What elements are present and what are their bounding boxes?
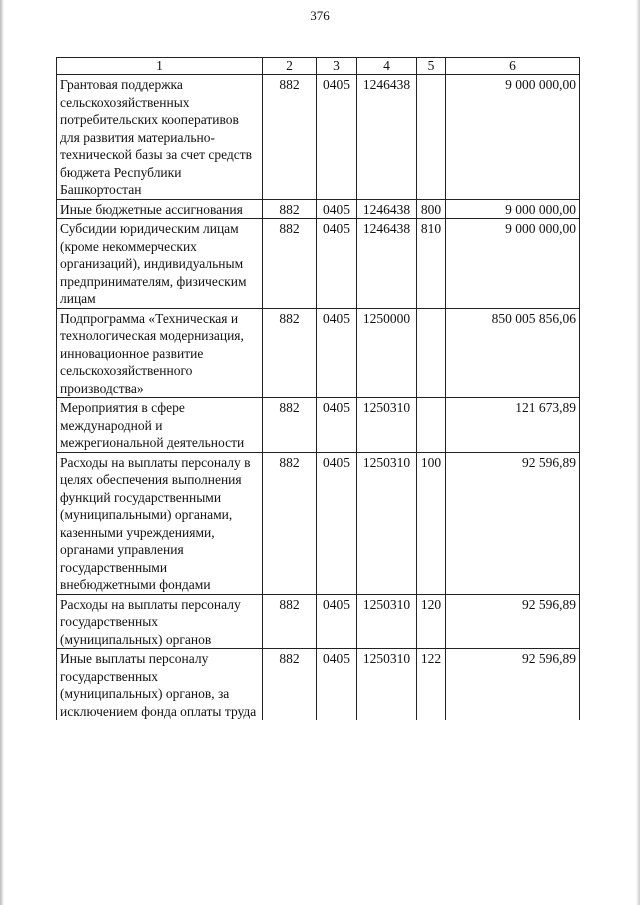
row-name: Иные выплаты персоналу государственных (муниципальных) органов, за исключением фонда оплаты труда xyxy=(57,649,263,721)
table-body xyxy=(57,75,580,721)
row-ministry-code: 882 xyxy=(263,452,317,594)
header-col-4: 4 xyxy=(357,58,417,75)
row-name: Субсидии юридическим лицам (кроме некоммерческих организаций), индивидуальным предпринимателям, физическим лицам xyxy=(57,219,263,309)
row-ministry-code: 882 xyxy=(263,398,317,453)
row-name: Мероприятия в сфере международной и межрегиональной деятельности xyxy=(57,398,263,453)
row-name: Подпрограмма «Техническая и технологическая модернизация, инновационное развитие сельскохозяйственного производства» xyxy=(57,308,263,398)
header-col-3: 3 xyxy=(317,58,357,75)
row-name: Грантовая поддержка сельскохозяйственных потребительских кооперативов для развития материально-технической базы за счет средств бюджета Республики Башкортостан xyxy=(57,75,263,200)
table-row xyxy=(57,199,580,219)
row-amount: 92 596,89 xyxy=(446,452,580,594)
row-section-code: 0405 xyxy=(317,452,357,594)
row-section-code: 0405 xyxy=(317,75,357,200)
row-name: Расходы на выплаты персоналу государственных (муниципальных) органов xyxy=(57,594,263,649)
row-ministry-code: 882 xyxy=(263,199,317,219)
row-target-code: 1250310 xyxy=(357,649,417,721)
row-expense-type xyxy=(417,398,446,453)
budget-table xyxy=(56,57,580,720)
table-row xyxy=(57,398,580,453)
row-ministry-code: 882 xyxy=(263,219,317,309)
row-amount: 850 005 856,06 xyxy=(446,308,580,398)
row-expense-type xyxy=(417,308,446,398)
row-target-code: 1250310 xyxy=(357,398,417,453)
row-ministry-code: 882 xyxy=(263,308,317,398)
row-expense-type: 120 xyxy=(417,594,446,649)
row-amount: 121 673,89 xyxy=(446,398,580,453)
header-col-1: 1 xyxy=(57,58,263,75)
row-name: Иные бюджетные ассигнования xyxy=(57,199,263,219)
header-col-2: 2 xyxy=(263,58,317,75)
row-target-code: 1246438 xyxy=(357,75,417,200)
row-target-code: 1246438 xyxy=(357,199,417,219)
row-ministry-code: 882 xyxy=(263,649,317,721)
row-amount: 9 000 000,00 xyxy=(446,75,580,200)
table-row xyxy=(57,75,580,200)
table-row xyxy=(57,452,580,594)
row-section-code: 0405 xyxy=(317,308,357,398)
row-section-code: 0405 xyxy=(317,594,357,649)
header-row xyxy=(57,58,580,75)
row-section-code: 0405 xyxy=(317,199,357,219)
row-section-code: 0405 xyxy=(317,649,357,721)
row-section-code: 0405 xyxy=(317,219,357,309)
table-row xyxy=(57,594,580,649)
table-header xyxy=(57,58,580,75)
table-row xyxy=(57,308,580,398)
row-expense-type: 800 xyxy=(417,199,446,219)
row-section-code: 0405 xyxy=(317,398,357,453)
row-expense-type: 122 xyxy=(417,649,446,721)
table-row xyxy=(57,219,580,309)
row-name: Расходы на выплаты персоналу в целях обеспечения выполнения функций государственными (муниципальными) органами, казенными учреждениями, органами управления государственными внебюджетными фондами xyxy=(57,452,263,594)
row-expense-type: 810 xyxy=(417,219,446,309)
row-amount: 92 596,89 xyxy=(446,649,580,721)
row-expense-type: 100 xyxy=(417,452,446,594)
row-amount: 9 000 000,00 xyxy=(446,219,580,309)
row-target-code: 1250310 xyxy=(357,452,417,594)
row-ministry-code: 882 xyxy=(263,75,317,200)
row-expense-type xyxy=(417,75,446,200)
table-row xyxy=(57,649,580,721)
scan-edge-left xyxy=(0,0,4,905)
row-ministry-code: 882 xyxy=(263,594,317,649)
row-amount: 92 596,89 xyxy=(446,594,580,649)
header-col-5: 5 xyxy=(417,58,446,75)
row-amount: 9 000 000,00 xyxy=(446,199,580,219)
header-col-6: 6 xyxy=(446,58,580,75)
scan-edge-right xyxy=(636,0,640,905)
row-target-code: 1246438 xyxy=(357,219,417,309)
page-number: 376 xyxy=(310,8,330,23)
row-target-code: 1250310 xyxy=(357,594,417,649)
row-target-code: 1250000 xyxy=(357,308,417,398)
